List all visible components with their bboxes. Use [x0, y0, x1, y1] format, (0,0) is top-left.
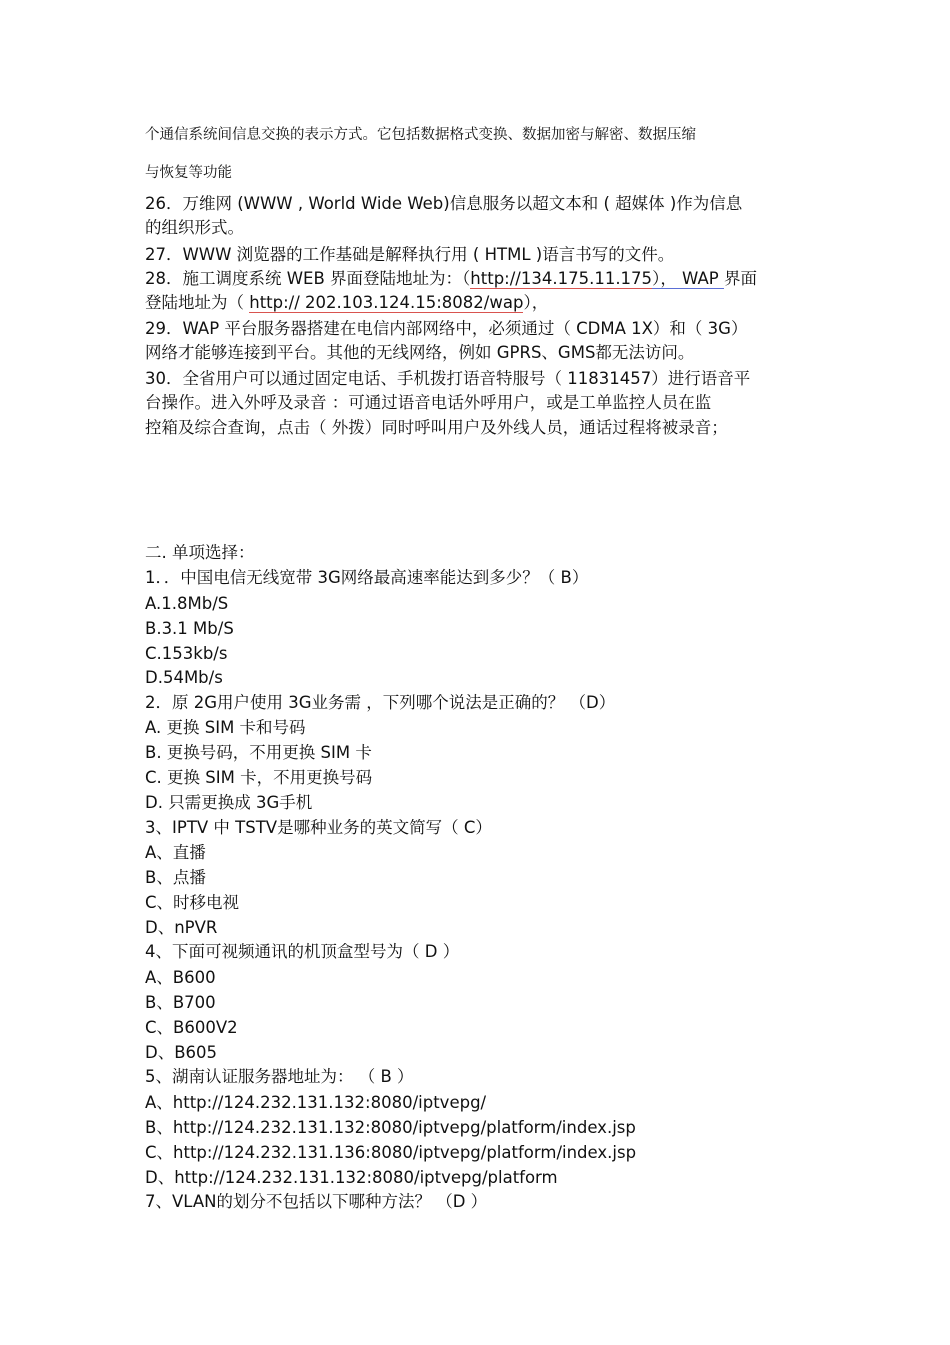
- web-login-url-link[interactable]: http://134.175.11.175: [470, 269, 653, 288]
- q28-line2-pre: 登陆地址为（: [145, 293, 250, 312]
- mc5-question: 5、湖南认证服务器地址为： （ B ）: [145, 1067, 414, 1086]
- q28-text-post: 界面: [723, 269, 757, 288]
- mc5-option-a: A、http://124.232.131.132:8080/iptvepg/: [145, 1093, 487, 1112]
- q27-line-1: 27．WWW 浏览器的工作基础是解释执行用 ( HTML )语言书写的文件。: [145, 245, 675, 264]
- mc5-option-b: B、http://124.232.131.132:8080/iptvepg/platform/index.jsp: [145, 1118, 636, 1137]
- mc2-option-c: C. 更换 SIM 卡，不用更换号码: [145, 768, 373, 787]
- q28-text-mid: ）， WAP: [652, 269, 724, 288]
- q26-line-1: 26．万维网 (WWW , World Wide Web)信息服务以超文本和 ( 超媒体 )作为信息: [145, 194, 743, 213]
- mc4-option-b: B、B700: [145, 993, 216, 1012]
- q28-line-2: [145, 292, 548, 314]
- q29-line-2: 网络才能够连接到平台。其他的无线网络，例如 GPRS、GMS都无法访问。: [145, 343, 695, 362]
- mc5-option-d: D、http://124.232.131.132:8080/iptvepg/platform: [145, 1168, 558, 1187]
- mc3-question: 3、IPTV 中 TSTV是哪种业务的英文简写（ C）: [145, 818, 492, 837]
- q30-line-1: 30．全省用户可以通过固定电话、手机拨打语音特服号（ 11831457）进行语音平: [145, 369, 751, 388]
- mc2-option-a: A. 更换 SIM 卡和号码: [145, 718, 306, 737]
- q30-line-3: 控箱及综合查询，点击（ 外拨）同时呼叫用户及外线人员，通话过程将被录音；: [145, 418, 728, 437]
- q29-line-1: 29．WAP 平台服务器搭建在电信内部网络中，必须通过（ CDMA 1X）和（ 3G）: [145, 319, 748, 338]
- continuation-line-1: 个通信系统间信息交换的表示方式。它包括数据格式变换、数据加密与解密、数据压缩: [145, 127, 696, 143]
- mc1-option-b: B.3.1 Mb/S: [145, 619, 234, 638]
- mc2-option-b: B. 更换号码，不用更换 SIM 卡: [145, 743, 372, 762]
- mc4-question: 4、下面可视频通讯的机顶盒型号为（ D ）: [145, 942, 460, 961]
- section-heading: 二. 单项选择：: [145, 543, 255, 562]
- continuation-line-2: 与恢复等功能: [145, 165, 232, 181]
- q26-line-2: 的组织形式。: [145, 218, 244, 237]
- mc4-option-a: A、B600: [145, 968, 216, 987]
- mc1-option-a: A.1.8Mb/S: [145, 594, 229, 613]
- q30-line-2: 台操作。进入外呼及录音 ：可通过语音电话外呼用户，或是工单监控人员在监: [145, 393, 712, 412]
- mc4-option-d: D、B605: [145, 1043, 218, 1062]
- mc3-option-a: A、直播: [145, 843, 206, 862]
- q28-line-1: [145, 268, 757, 290]
- mc4-option-c: C、B600V2: [145, 1018, 238, 1037]
- q28-text-pre: 28．施工调度系统 WEB 界面登陆地址为：（: [145, 269, 471, 288]
- mc1-option-c: C.153kb/s: [145, 644, 228, 663]
- mc3-option-d: D、nPVR: [145, 918, 218, 937]
- mc5-option-c: C、http://124.232.131.136:8080/iptvepg/platform/index.jsp: [145, 1143, 637, 1162]
- mc3-option-c: C、时移电视: [145, 893, 240, 912]
- mc1-option-d: D.54Mb/s: [145, 668, 223, 687]
- wap-login-url-link[interactable]: http:// 202.103.124.15:8082/wap: [249, 293, 524, 312]
- mc3-option-b: B、点播: [145, 868, 206, 887]
- mc1-question: 1．．中国电信无线宽带 3G网络最高速率能达到多少？（ B）: [145, 568, 589, 587]
- mc7-question: 7、VLAN的划分不包括以下哪种方法？ （D ）: [145, 1192, 488, 1211]
- mc2-option-d: D. 只需更换成 3G手机: [145, 793, 313, 812]
- mc2-question: 2．原 2G用户使用 3G业务需 ，下列哪个说法是正确的？ （D）: [145, 693, 616, 712]
- q28-line2-post: ），: [523, 293, 549, 312]
